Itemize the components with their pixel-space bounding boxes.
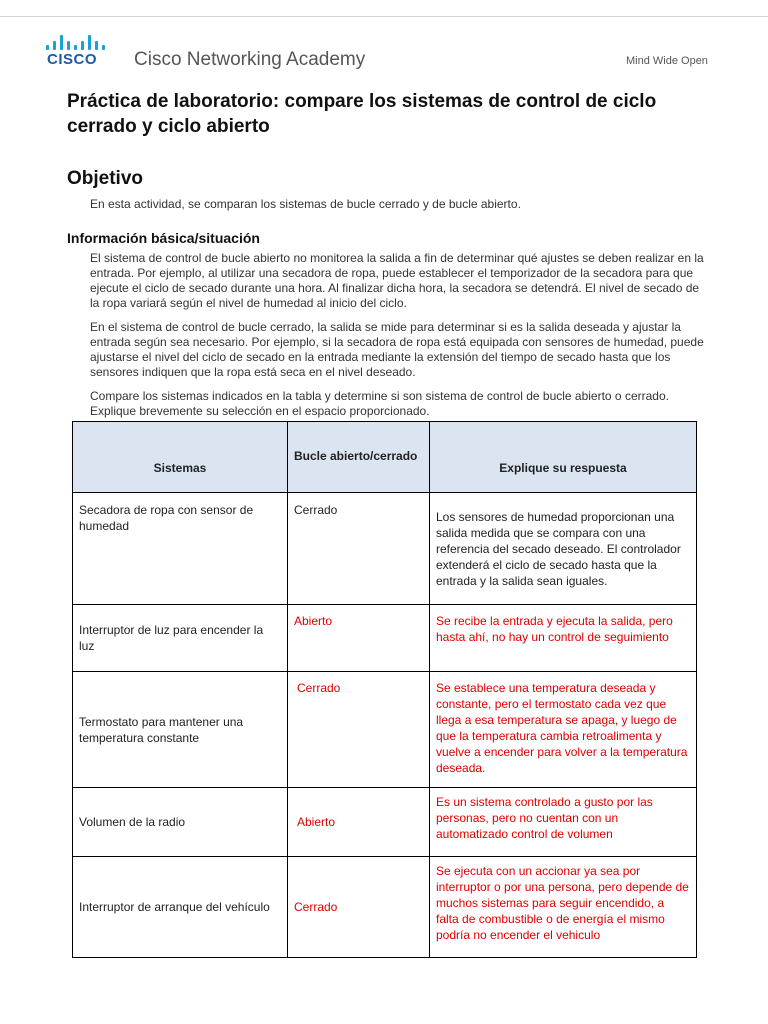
- loop-cell: Cerrado: [288, 857, 430, 958]
- loop-cell: Abierto: [288, 605, 430, 672]
- loop-cell: Abierto: [288, 788, 430, 857]
- table-header-row: [73, 422, 697, 493]
- header-systems: Sistemas: [73, 422, 288, 493]
- cisco-logo-icon: [46, 32, 116, 50]
- system-cell: Interruptor de luz para encender la luz: [73, 605, 288, 672]
- explanation-cell: Es un sistema controlado a gusto por las personas, pero no cuentan con un automatizado control de volumen: [430, 788, 697, 857]
- explanation-cell: Se establece una temperatura deseada y constante, pero el termostato cada vez que llega a esa temperatura se apaga, y luego de que la temperatura cambia retroalimenta y vuelve a encender para volver a la temperatura deseada.: [430, 672, 697, 788]
- cisco-wordmark: CISCO: [47, 51, 98, 68]
- explanation-cell: Los sensores de humedad proporcionan una salida medida que se compara con una referencia del secado deseado. El controlador extenderá el ciclo de secado hasta que la entrada y la salida sean iguales.: [430, 493, 697, 605]
- table-row: [73, 788, 697, 857]
- tagline: Mind Wide Open: [626, 55, 708, 67]
- comparison-table: [72, 421, 697, 958]
- academy-name: Cisco Networking Academy: [134, 49, 366, 70]
- header-explanation: Explique su respuesta: [430, 422, 697, 493]
- system-cell: Volumen de la radio: [73, 788, 288, 857]
- paragraph-closed-loop: En el sistema de control de bucle cerrado, la salida se mide para determinar si es la salida deseada y ajustar la entrada según sea necesario. Por ejemplo, si la secadora de ropa está equipada con sensores de humedad, puede ajustarse el nivel del ciclo de secado en la entrada mediante la extensión del tiempo de secado hasta que los sensores indiquen que la ropa está seca en el nivel deseado.: [90, 320, 704, 379]
- top-divider: [0, 16, 768, 17]
- background-heading: Información básica/situación: [67, 230, 260, 246]
- objective-heading: Objetivo: [67, 168, 144, 189]
- system-cell: Secadora de ropa con sensor de humedad: [73, 493, 288, 605]
- loop-cell: Cerrado: [288, 672, 430, 788]
- loop-cell: Cerrado: [288, 493, 430, 605]
- page-title: Práctica de laboratorio: compare los sistemas de control de ciclo cerrado y ciclo abierto: [67, 91, 657, 137]
- header-loop: Bucle abierto/cerrado: [288, 422, 430, 493]
- table-row: [73, 493, 697, 605]
- table-row: [73, 605, 697, 672]
- paragraph-open-loop: El sistema de control de bucle abierto no monitorea la salida a fin de determinar qué ajustes se deben realizar en la entrada. Por ejemplo, al utilizar una secadora de ropa, puede establecer el temporizador de la secadora para que ejecute el ciclo de secado durante una hora. Al finalizar dicha hora, la secadora se detendrá. El nivel de secado de la ropa variará según el nivel de humedad al inicio del ciclo.: [90, 251, 704, 310]
- explanation-cell: Se ejecuta con un accionar ya sea por interruptor o por una persona, pero depende de muchos sistemas para seguir encendido, a falta de combustible o de energía el mismo podría no encender el vehiculo: [430, 857, 697, 958]
- table-row: [73, 857, 697, 958]
- system-cell: Termostato para mantener una temperatura constante: [73, 672, 288, 788]
- table-row: [73, 672, 697, 788]
- objective-text: En esta actividad, se comparan los sistemas de bucle cerrado y de bucle abierto.: [90, 197, 521, 211]
- paragraph-instructions: Compare los sistemas indicados en la tabla y determine si son sistema de control de bucle abierto o cerrado. Explique brevemente su selección en el espacio proporcionado.: [90, 389, 669, 418]
- system-cell: Interruptor de arranque del vehículo: [73, 857, 288, 958]
- explanation-cell: Se recibe la entrada y ejecuta la salida, pero hasta ahí, no hay un control de seguimiento: [430, 605, 697, 672]
